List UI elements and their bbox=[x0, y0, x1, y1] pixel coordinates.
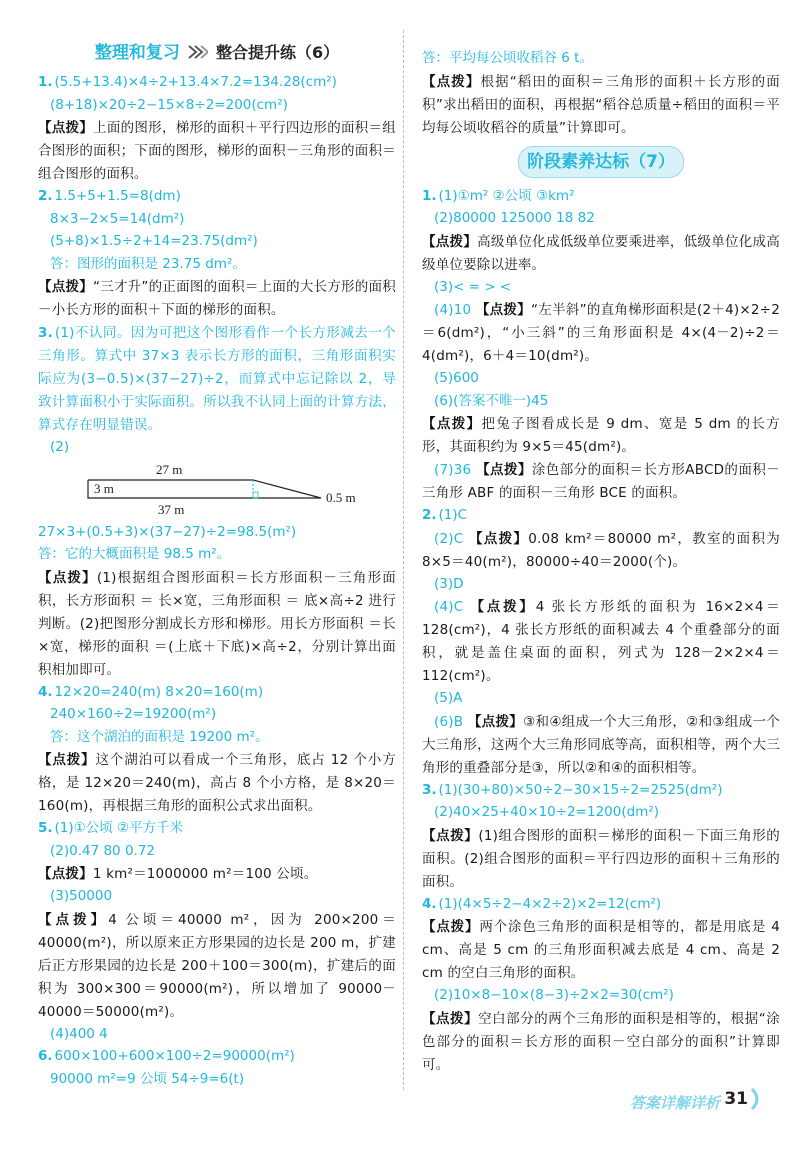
tip-paragraph: (4)C 【点拨】4 张长方形纸的面积为 16×2×4＝128(cm²)，4 张长方形纸的面积减去 4 个重叠部分的面积，就是盖住桌面的面积，列式为 128－2×2×4＝112(cm²)。 bbox=[422, 599, 780, 684]
section-title-main: 整合提升练（6） bbox=[216, 43, 340, 62]
diagram-label-right: 0.5 m bbox=[326, 489, 356, 505]
tip-paragraph: 【点拨】上面的图形，梯形的面积＋平行四边形的面积＝组合图形的面积；下面的图形，梯形的面积－三角形的面积＝组合图形的面积。 bbox=[38, 120, 396, 182]
tip-paragraph: 【点拨】空白部分的两个三角形的面积是相等的，根据“涂色部分的面积＝长方形的面积－空白部分的面积”计算即可。 bbox=[422, 1010, 780, 1073]
answer-line: (3)D bbox=[434, 575, 464, 592]
answer-line: (2)10×8−10×(8−3)÷2×2=30(cm²) bbox=[434, 987, 674, 1003]
answer-line: 1. (1)①m² ②公顷 ③km² bbox=[422, 187, 575, 204]
tip-paragraph: (7)36 【点拨】涂色部分的面积＝长方形ABCD的面积－三角形 ABF 的面积－三角形 BCE 的面积。 bbox=[422, 462, 780, 501]
tip-paragraph: 【点拨】两个涂色三角形的面积是相等的，都是用底是 4 cm、高是 5 cm 的三角形面积减去底是 4 cm、高是 2 cm 的空白三角形的面积。 bbox=[422, 919, 781, 981]
diagram-label-left: 3 m bbox=[94, 480, 114, 496]
diagram-label-bottom: 37 m bbox=[158, 501, 185, 517]
answer-line: 答：图形的面积是 23.75 dm²。 bbox=[50, 255, 246, 272]
tip-paragraph: (2)C 【点拨】0.08 km²＝80000 m²，教室的面积为 8×5＝40(m²)，80000÷40＝2000(个)。 bbox=[422, 530, 780, 570]
answer-line: (4)400 4 bbox=[50, 1025, 108, 1042]
tip-paragraph: (4)10 【点拨】“左半斜”的直角梯形面积是(2＋4)×2÷2＝6(dm²)，“小三斜”的三角形面积是 4×(4－2)÷2＝4(dm²)，6＋4＝10(dm²)。 bbox=[422, 302, 780, 364]
tip-paragraph: 【点拨】4 公顷＝40000 m²，因为 200×200＝40000(m²)，所以原来正方形果园的边长是 200 m，扩建后正方形果园的边长是 200＋100＝300(m)，扩建后的面积为 300×300＝90000(m²)，所以增加了 90000－40000＝50000(m²)。 bbox=[38, 911, 396, 1020]
tip-paragraph: 【点拨】把兔子图看成长是 9 dm、宽是 5 dm 的长方形，其面积约为 9×5＝45(dm²)。 bbox=[422, 416, 780, 455]
answer-line: 3. (1)(30+80)×50÷2−30×15÷2=2525(dm²) bbox=[422, 781, 723, 798]
answer-line: 答：这个湖泊的面积是 19200 m²。 bbox=[50, 728, 269, 745]
answer-line: (5+8)×1.5÷2+14=23.75(dm²) bbox=[50, 233, 258, 249]
tip-paragraph: 【点拨】这个湖泊可以看成一个三角形，底占 12 个小方格，是 12×20＝240(m)，高占 8 个小方格，是 8×20＝160(m)，再根据三角形的面积公式求出面积。 bbox=[38, 752, 396, 814]
answer-line: 90000 m²=9 公顷 54÷9=6(t) bbox=[50, 1070, 245, 1087]
answer-line: 240×160÷2=19200(m²) bbox=[50, 706, 217, 722]
swoosh-icon bbox=[750, 1087, 764, 1111]
answer-line: 8×3−2×5=14(dm²) bbox=[50, 210, 185, 227]
tip-paragraph: 【点拨】高级单位化成低级单位要乘进率，低级单位化成高级单位要除以进率。 bbox=[422, 233, 780, 273]
tip-paragraph: 【点拨】“三才升”的正面图的面积＝上面的大长方形的面积－小长方形的面积＋下面的梯形的面积。 bbox=[38, 279, 396, 318]
section-badge: 阶段素养达标（7） bbox=[518, 146, 684, 178]
answer-line: (3)< = > < bbox=[434, 278, 512, 295]
answer-line: (2) bbox=[50, 439, 70, 455]
answer-line: (2)80000 125000 18 82 bbox=[434, 210, 595, 226]
answer-line: (2)40×25+40×10÷2=1200(dm²) bbox=[434, 804, 660, 820]
column-divider bbox=[403, 30, 404, 1090]
section-title-prefix: 整理和复习 bbox=[94, 43, 180, 63]
answer-line: 4. (1)(4×5÷2−4×2÷2)×2=12(cm²) bbox=[422, 895, 662, 912]
tip-paragraph: 【点拨】(1)根据组合图形面积＝长方形面积－三角形面积，长方形面积 ＝ 长×宽，三角形面积 ＝ 底×高÷2 进行判断。(2)把图形分割成长方形和梯形。用长方形面积 ＝长×宽，梯形的面积 ＝(上底＋下底)×高÷2，分别计算出面积相加即可。 bbox=[38, 569, 396, 678]
left-column bbox=[38, 38, 396, 1091]
tip-paragraph: 【点拨】(1)组合图形的面积＝梯形的面积－下面三角形的面积。(2)组合图形的面积＝平行四边形的面积＋三角形的面积。 bbox=[422, 827, 780, 890]
trapezoid-diagram bbox=[38, 460, 396, 520]
tip-paragraph: (6)B 【点拨】③和④组成一个大三角形，②和③组成一个大三角形，这两个大三角形同底等高，面积相等，两个大三角形的重叠部分是③，所以②和④的面积相等。 bbox=[422, 713, 780, 776]
tip-paragraph: 【点拨】根据“稻田的面积＝三角形的面积＋长方形的面积”求出稻田的面积，再根据“稻谷总质量÷稻田的面积＝平均每公顷收稻谷的质量”计算即可。 bbox=[422, 73, 780, 136]
diagram-svg bbox=[38, 460, 396, 520]
page-number: 31 bbox=[724, 1089, 748, 1109]
answer-line: (2)0.47 80 0.72 bbox=[50, 842, 156, 859]
section-title-left bbox=[38, 38, 396, 64]
answer-line: 27×3+(0.5+3)×(37−27)÷2=98.5(m²) bbox=[38, 523, 297, 540]
tip-paragraph: 【点拨】1 km²＝1000000 m²＝100 公顷。 bbox=[38, 866, 318, 882]
answer-line: (5)A bbox=[434, 690, 463, 706]
answer-line: 2. (1)C bbox=[422, 507, 468, 523]
answer-line: 5. (1)①公顷 ②平方千米 bbox=[38, 820, 184, 836]
answer-line: 答：它的大概面积是 98.5 m²。 bbox=[38, 546, 231, 562]
answer-line: (6)(答案不唯一)45 bbox=[434, 392, 549, 409]
double-chevron-icon bbox=[188, 45, 208, 59]
answer-line: 2. 1.5+5+1.5=8(dm) bbox=[38, 188, 181, 204]
footer-label: 答案详解详析 bbox=[629, 1094, 720, 1112]
answer-line: 1. (5.5+13.4)×4÷2+13.4×7.2=134.28(cm²) bbox=[38, 74, 337, 90]
right-column bbox=[422, 48, 780, 1077]
answer-paragraph: 3. (1)不认同。因为可把这个图形看作一个长方形减去一个三角形。算式中 37×3 表示长方形的面积，三角形面积实际应为(3−0.5)×(37−27)÷2，而算式中忘记除以 2，导致计算面积小于实际面积。所以我不认同上面的计算方法，算式存在明显错误。 bbox=[38, 325, 396, 433]
answer-line: 答：平均每公顷收稻谷 6 t。 bbox=[422, 50, 593, 66]
answer-line: 6. 600×100+600×100÷2=90000(m²) bbox=[38, 1048, 295, 1064]
answer-line: (3)50000 bbox=[50, 888, 113, 904]
diagram-label-top: 27 m bbox=[156, 461, 183, 477]
answer-line: 4. 12×20=240(m) 8×20=160(m) bbox=[38, 683, 264, 700]
answer-line: (8+18)×20÷2−15×8÷2=200(cm²) bbox=[50, 96, 288, 113]
answer-line: (5)600 bbox=[434, 370, 479, 386]
